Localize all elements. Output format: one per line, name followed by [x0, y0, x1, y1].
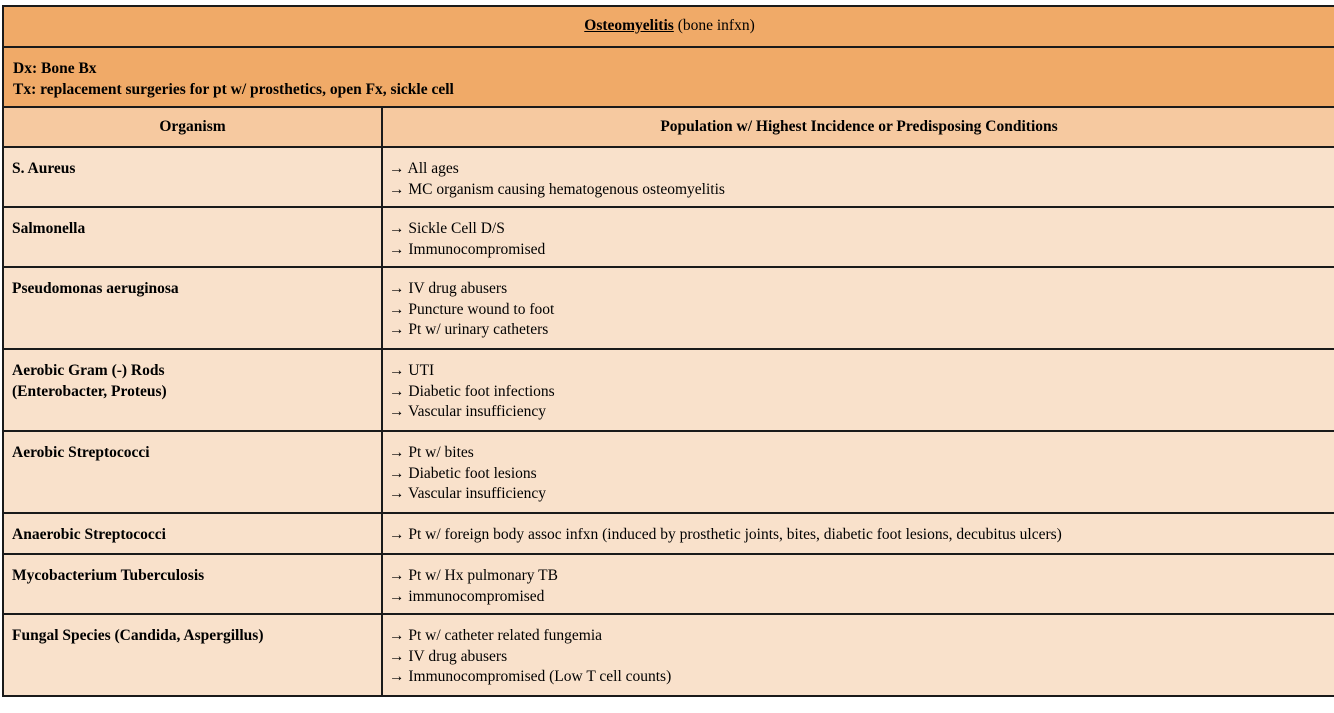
organism-name: (Enterobacter, Proteus) [12, 382, 167, 400]
population-item: → Vascular insufficiency [389, 403, 546, 420]
organism-cell [3, 431, 382, 513]
osteomyelitis-table [2, 5, 1334, 697]
dx-line: Dx: Bone Bx [13, 60, 97, 77]
organism-cell [3, 207, 382, 267]
organism-name: Aerobic Streptococci [12, 444, 150, 461]
organism-name: Salmonella [12, 220, 86, 237]
table-title [3, 6, 1334, 47]
organism-cell [3, 614, 382, 696]
population-item: → Pt w/ foreign body assoc infxn (induced by prosthetic joints, bites, diabetic foot lesions, decubitus ulcers) [389, 526, 1062, 543]
organism-name: S. Aureus [12, 160, 76, 177]
population-item: → Pt w/ Hx pulmonary TB [389, 567, 558, 584]
dx-tx-block [3, 47, 1334, 107]
table-row [3, 349, 1334, 431]
table-row [3, 513, 1334, 554]
organism-cell [3, 267, 382, 349]
population-cell [382, 554, 1334, 614]
organism-cell [3, 513, 382, 554]
population-item: → Immunocompromised [389, 240, 546, 258]
population-item: → UTI [389, 362, 435, 379]
population-cell [382, 207, 1334, 267]
table-row [3, 147, 1334, 207]
population-cell [382, 431, 1334, 513]
population-item: → Pt w/ urinary catheters [389, 321, 549, 338]
table-row [3, 431, 1334, 513]
organism-cell [3, 147, 382, 207]
population-cell [382, 349, 1334, 431]
population-item: → Vascular insufficiency [389, 485, 546, 502]
organism-name: Aerobic Gram (-) Rods [12, 362, 165, 379]
header-organism: Organism [3, 107, 382, 147]
organism-cell [3, 554, 382, 614]
population-item: → All ages [389, 160, 459, 177]
table-row [3, 614, 1334, 696]
organism-name: Fungal Species (Candida, Aspergillus) [12, 627, 264, 644]
population-item: → IV drug abusers [389, 280, 508, 297]
population-cell [382, 147, 1334, 207]
header-population: Population w/ Highest Incidence or Predisposing Conditions [382, 107, 1334, 147]
population-item: → MC organism causing hematogenous osteomyelitis [389, 180, 725, 198]
population-item: → Puncture wound to foot [389, 300, 555, 318]
organism-cell [3, 349, 382, 431]
organism-name: Anaerobic Streptococci [12, 526, 166, 543]
table-row [3, 207, 1334, 267]
organism-name: Pseudomonas aeruginosa [12, 280, 179, 297]
population-cell [382, 614, 1334, 696]
table-row [3, 554, 1334, 614]
population-cell [382, 267, 1334, 349]
population-item: → Pt w/ catheter related fungemia [389, 627, 603, 644]
population-item: → Pt w/ bites [389, 444, 474, 461]
population-item: → Diabetic foot infections [389, 382, 555, 400]
title-main: Osteomyelitis [584, 17, 674, 35]
population-item: → Diabetic foot lesions [389, 464, 537, 482]
organism-name: Mycobacterium Tuberculosis [12, 567, 205, 584]
population-item: → Sickle Cell D/S [389, 220, 505, 237]
title-sub: (bone infxn) [673, 17, 755, 35]
tx-line: Tx: replacement surgeries for pt w/ prosthetics, open Fx, sickle cell [13, 80, 454, 98]
population-cell [382, 513, 1334, 554]
table-row [3, 267, 1334, 349]
population-item: → immunocompromised [389, 587, 545, 605]
population-item: → Immunocompromised (Low T cell counts) [389, 668, 672, 685]
table-rows [3, 147, 1334, 696]
population-item: → IV drug abusers [389, 647, 508, 665]
